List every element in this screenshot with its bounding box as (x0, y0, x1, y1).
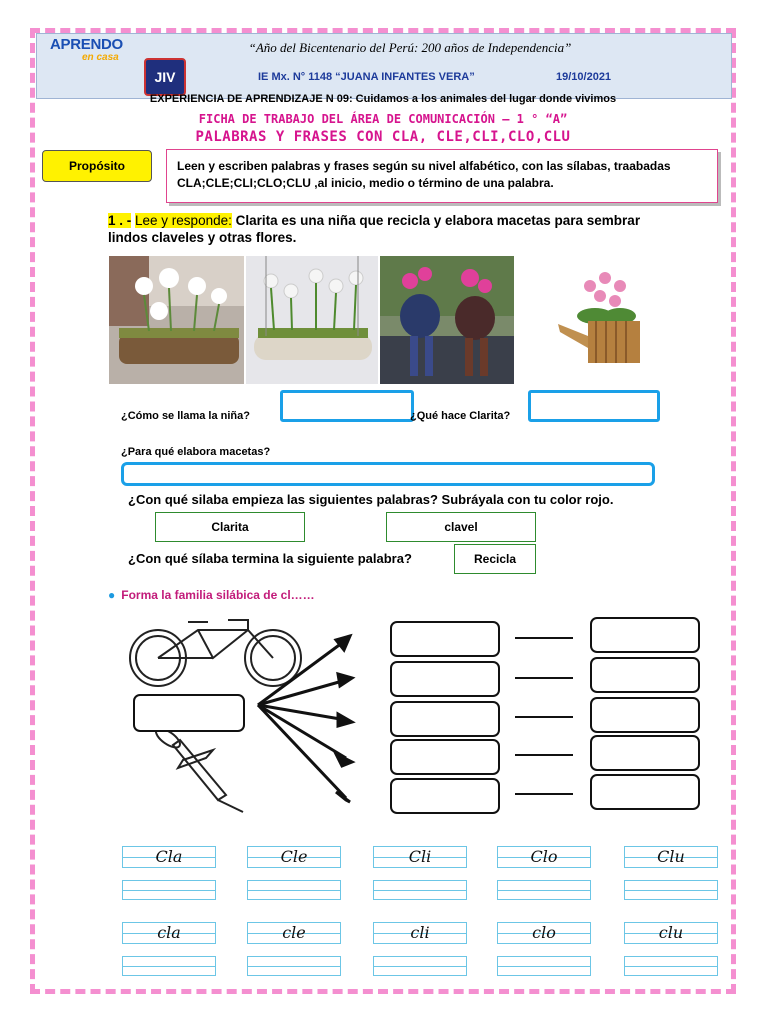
writing-line[interactable] (497, 880, 591, 900)
photo-log-planter (109, 256, 244, 384)
cursive-syllable-upper-2 (247, 846, 341, 868)
syllable-box-right-5[interactable] (590, 774, 700, 810)
cursive-syllable-text: Clo (530, 847, 558, 866)
cursive-syllable-upper-4 (497, 846, 591, 868)
cursive-syllable-text: clo (532, 923, 556, 942)
writing-line[interactable] (624, 956, 718, 976)
cursive-syllable-text: cla (157, 923, 181, 942)
syllable-box-left-4[interactable] (390, 739, 500, 775)
cursive-syllable-text: cle (282, 923, 306, 942)
bullet-icon: ● (108, 588, 116, 602)
topic-title: PALABRAS Y FRASES CON CLA, CLE,CLI,CLO,CLU (195, 129, 571, 145)
purpose-text: Leen y escriben palabras y frases según su nivel alfabético, con las sílabas, traabadas CLA;CLE;CLI;CLO;CLU ,al inicio, medio o término de una palabra. (166, 149, 718, 203)
cursive-syllable-upper-5 (624, 846, 718, 868)
writing-line[interactable] (497, 956, 591, 976)
worksheet-title: FICHA DE TRABAJO DEL ÁREA DE COMUNICACIÓN – 1 ° “A” (198, 112, 568, 126)
syllable-box-right-3[interactable] (590, 697, 700, 733)
section1-story: Clarita es una niña que recicla y elabora macetas para sembrar lindos claveles y otras flores. (108, 213, 641, 245)
answer-does-field[interactable] (528, 390, 660, 422)
nail-icon (153, 725, 243, 812)
section1-instruction: Lee y responde: (135, 213, 232, 228)
photo-hanging-log (246, 256, 378, 384)
cursive-syllable-lower-4 (497, 922, 591, 944)
cursive-syllable-text: Cla (155, 847, 183, 866)
arrows (258, 636, 352, 802)
section2-title-text: Forma la familia silábica de cl…… (121, 588, 315, 602)
syllable-box-right-4[interactable] (590, 735, 700, 771)
cursive-syllable-upper-3 (373, 846, 467, 868)
guide-line (625, 890, 717, 891)
aprendo-logo: APRENDO (50, 36, 123, 53)
word-recicla[interactable]: Recicla (454, 544, 536, 574)
center-word-box[interactable] (133, 694, 245, 732)
guide-line (498, 890, 590, 891)
guide-line (248, 966, 340, 967)
answer-why-field[interactable] (121, 462, 655, 486)
writing-line[interactable] (122, 880, 216, 900)
section1-text (108, 212, 648, 246)
syllable-box-right-1[interactable] (590, 617, 700, 653)
question-does: ¿Qué hace Clarita? (410, 410, 511, 422)
cursive-syllable-upper-1 (122, 846, 216, 868)
cursive-syllable-text: Cle (280, 847, 308, 866)
section1-number: 1 . - (108, 213, 132, 228)
question-why: ¿Para qué elabora macetas? (121, 446, 271, 458)
school-badge: JIV (144, 58, 186, 96)
word-clarita[interactable]: Clarita (155, 512, 305, 542)
guide-line (123, 890, 215, 891)
writing-line[interactable] (373, 956, 467, 976)
connector-dash (515, 716, 573, 718)
cursive-syllable-text: Clu (657, 847, 685, 866)
cursive-syllable-lower-2 (247, 922, 341, 944)
cursive-syllable-text: Cli (408, 847, 432, 866)
aprendo-logo-sub: en casa (82, 52, 119, 63)
cursive-syllable-lower-1 (122, 922, 216, 944)
guide-line (374, 966, 466, 967)
connector-dash (515, 677, 573, 679)
guide-line (625, 966, 717, 967)
question-name: ¿Cómo se llama la niña? (121, 410, 250, 422)
photo-watering-can-planter (550, 256, 658, 384)
syllable-box-left-1[interactable] (390, 621, 500, 657)
bicycle-icon (130, 620, 301, 686)
syllable-box-left-5[interactable] (390, 778, 500, 814)
experience-title: EXPERIENCIA DE APRENDIZAJE N 09: Cuidamos a los animales del lugar donde vivimos (149, 93, 617, 105)
word-clavel[interactable]: clavel (386, 512, 536, 542)
photo-bottle-planters (380, 256, 514, 384)
guide-line (374, 890, 466, 891)
cursive-syllable-text: clu (658, 923, 684, 942)
writing-line[interactable] (373, 880, 467, 900)
writing-line[interactable] (122, 956, 216, 976)
syllable-box-left-2[interactable] (390, 661, 500, 697)
guide-line (498, 966, 590, 967)
cursive-syllable-lower-3 (373, 922, 467, 944)
section2-title (108, 588, 315, 602)
syllable-box-left-3[interactable] (390, 701, 500, 737)
question-start-syllable: ¿Con qué silaba empieza las siguientes palabras? Subráyala con tu color rojo. (128, 492, 614, 507)
writing-line[interactable] (624, 880, 718, 900)
answer-name-field[interactable] (280, 390, 414, 422)
date: 19/10/2021 (556, 71, 612, 83)
cursive-syllable-text: cli (410, 923, 430, 942)
motto: “Año del Bicentenario del Perú: 200 años de Independencia” (248, 40, 572, 55)
writing-line[interactable] (247, 880, 341, 900)
cursive-syllable-lower-5 (624, 922, 718, 944)
syllable-box-right-2[interactable] (590, 657, 700, 693)
guide-line (248, 890, 340, 891)
connector-dash (515, 793, 573, 795)
writing-line[interactable] (247, 956, 341, 976)
question-end-syllable: ¿Con qué sílaba termina la siguiente palabra? (128, 551, 412, 566)
connector-dash (515, 637, 573, 639)
purpose-label: Propósito (42, 150, 152, 182)
school-name: IE Mx. N° 1148 “JUANA INFANTES VERA” (258, 71, 475, 83)
connector-dash (515, 754, 573, 756)
guide-line (123, 966, 215, 967)
